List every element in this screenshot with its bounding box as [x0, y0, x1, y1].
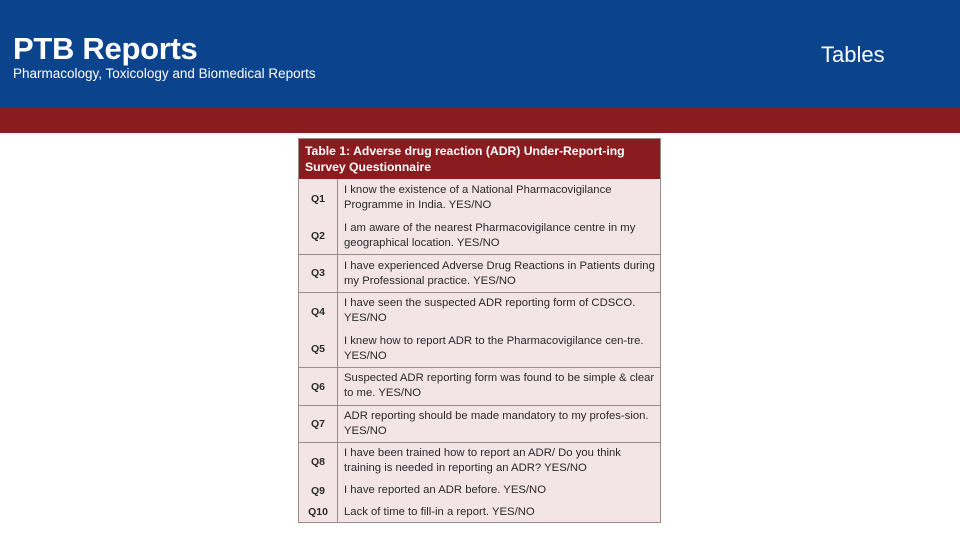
question-number: Q8 [310, 456, 325, 468]
question-text: I am aware of the nearest Pharmacovigilance centre in my geographical location. YES/NO [344, 222, 636, 249]
question-text: I have been trained how to report an ADR/ Do you think training is needed in reporting an ADR? YES/NO [344, 447, 621, 474]
table-caption: Table 1: Adverse drug reaction (ADR) Under-Report-ing Survey Questionnaire [299, 139, 660, 179]
question-number: Q6 [310, 381, 325, 393]
slide-title: Tables [821, 42, 885, 67]
question-number: Q4 [310, 306, 325, 318]
table-row [299, 502, 660, 522]
brand-title: PTB Reports [13, 31, 198, 66]
accent-bar [0, 108, 960, 133]
header-bar [0, 0, 960, 108]
question-number: Q5 [310, 343, 325, 355]
question-text: I have experienced Adverse Drug Reactions in Patients during my Professional practice. YES/NO [344, 260, 655, 287]
table-row [299, 293, 660, 330]
questionnaire-table [298, 138, 661, 523]
question-text: I knew how to report ADR to the Pharmacovigilance cen-tre. YES/NO [344, 335, 644, 362]
table-row [299, 368, 660, 405]
question-number: Q9 [310, 485, 325, 497]
question-text: I have reported an ADR before. YES/NO [344, 484, 546, 496]
question-number: Q1 [310, 193, 325, 205]
question-number: Q10 [308, 506, 328, 518]
table-row [299, 480, 660, 502]
table-row [299, 443, 660, 480]
question-number: Q2 [310, 230, 325, 242]
table-row [299, 179, 660, 215]
question-text: ADR reporting should be made mandatory to my profes-sion. YES/NO [344, 410, 649, 437]
table-row [299, 215, 660, 254]
question-text: I have seen the suspected ADR reporting form of CDSCO. YES/NO [344, 297, 636, 324]
table-row [299, 330, 660, 367]
question-text: I know the existence of a National Pharmacovigilance Programme in India. YES/NO [344, 184, 612, 211]
brand-subtitle: Pharmacology, Toxicology and Biomedical Reports [13, 66, 316, 81]
question-text: Lack of time to fill-in a report. YES/NO [344, 506, 535, 518]
question-number: Q3 [310, 267, 325, 279]
question-number: Q7 [310, 418, 325, 430]
table-row [299, 406, 660, 442]
table-row [299, 255, 660, 292]
question-text: Suspected ADR reporting form was found to be simple & clear to me. YES/NO [344, 372, 655, 399]
